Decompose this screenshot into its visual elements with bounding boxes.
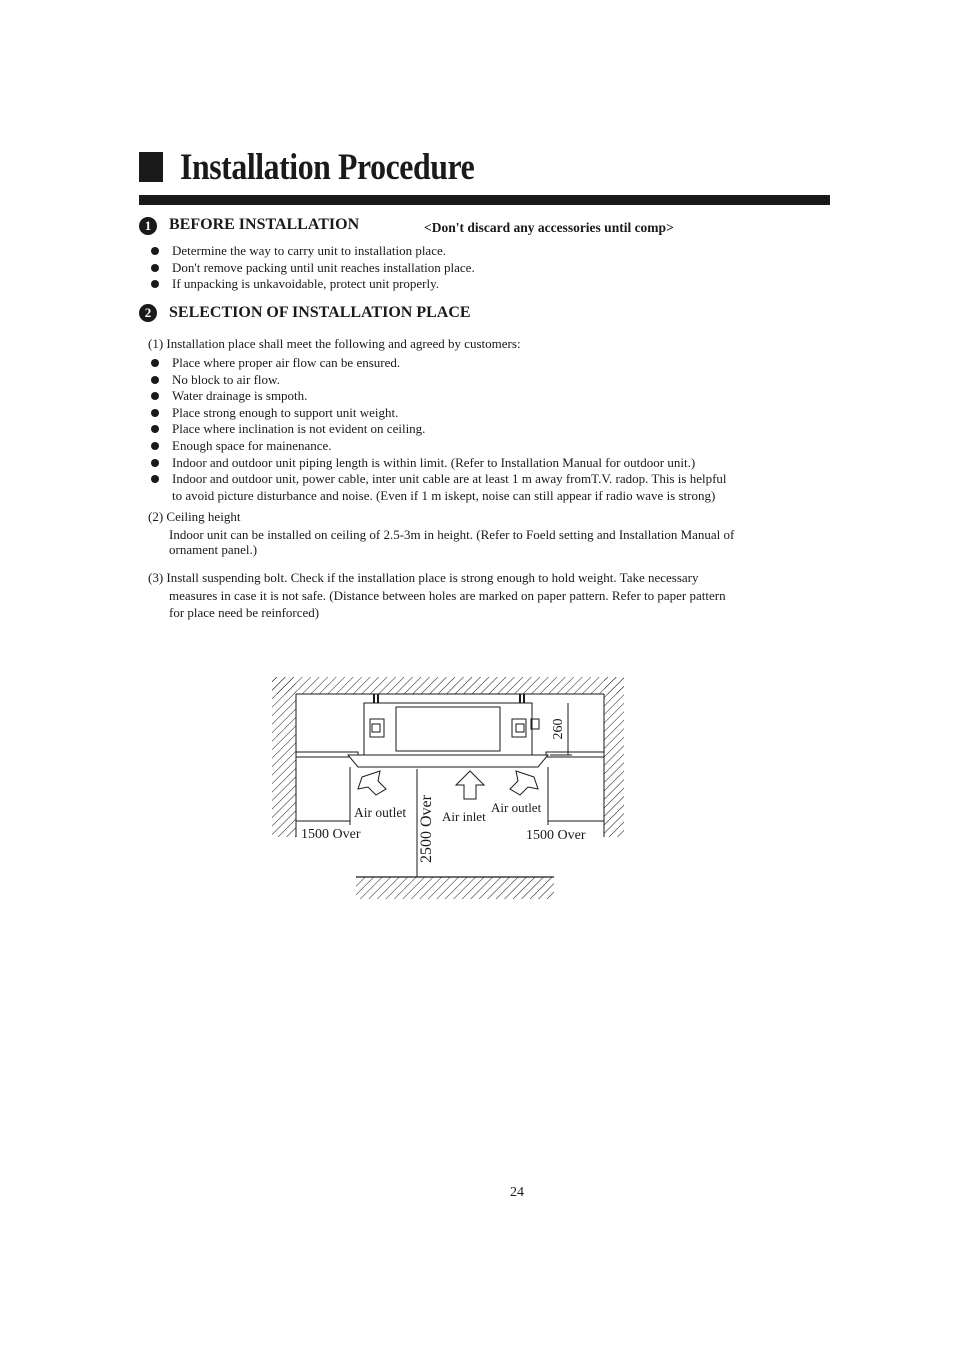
title-block-marker	[139, 152, 163, 182]
suspending-bolt-line1: (3) Install suspending bolt. Check if the installation place is strong enough to hold weight. Take necessary	[148, 570, 699, 585]
height-dimension	[550, 703, 572, 755]
ceiling-height-text-line2: ornament panel.)	[169, 542, 258, 557]
bullet-icon	[151, 264, 159, 272]
air-inlet-label: Air inlet	[442, 809, 486, 824]
ceiling-height-text-line1: Indoor unit can be installed on ceiling of 2.5-3m in height. (Refer to Foeld setting and Installation Manual of	[169, 527, 735, 542]
bullet-icon	[151, 475, 159, 483]
list-item: If unpacking is unkavoidable, protect unit properly.	[148, 276, 475, 293]
list-item: Determine the way to carry unit to installation place.	[148, 243, 475, 260]
bullet-icon	[151, 376, 159, 384]
accessories-note: <Don't discard any accessories until comp>	[424, 220, 674, 235]
indoor-unit	[348, 694, 548, 767]
installation-clearance-diagram	[270, 675, 626, 903]
bullet-icon	[151, 247, 159, 255]
ceiling-height-heading: (2) Ceiling height	[148, 509, 241, 524]
section-number-badge: 1	[139, 217, 157, 235]
page-title: Installation Procedure	[180, 147, 475, 188]
list-item: Enough space for mainenance.	[148, 438, 727, 455]
bullet-icon	[151, 442, 159, 450]
list-item: Place strong enough to support unit weight.	[148, 405, 727, 422]
air-inlet-arrow-icon	[456, 771, 484, 799]
bullet-icon	[151, 425, 159, 433]
bullet-icon	[151, 359, 159, 367]
bullet-icon	[151, 459, 159, 467]
air-outlet-left-label: Air outlet	[354, 805, 407, 820]
clearance-height-label: 2500 Over	[418, 795, 435, 863]
list-item-continuation: to avoid picture disturbance and noise. (Even if 1 m iskept, noise can still appear if radio wave is strong)	[172, 487, 716, 503]
dimension-260-label: 260	[551, 718, 566, 740]
list-item: Water drainage is smpoth.	[148, 388, 727, 405]
suspending-bolt-line2: measures in case it is not safe. (Distance between holes are marked on paper pattern. Refer to paper pattern	[169, 588, 726, 603]
floor	[356, 877, 554, 899]
bullet-icon	[151, 392, 159, 400]
title-rule	[139, 195, 830, 205]
requirements-list	[148, 355, 727, 504]
before-installation-list	[148, 243, 475, 293]
list-item: Indoor and outdoor unit piping length is within limit. (Refer to Installation Manual for outdoor unit.)	[148, 455, 727, 472]
airflow-arrows	[358, 771, 538, 799]
air-outlet-right-arrow-icon	[510, 771, 538, 795]
list-item: Place where inclination is not evident on ceiling.	[148, 421, 727, 438]
list-item: No block to air flow.	[148, 372, 727, 389]
clearance-right-label: 1500 Over	[526, 828, 586, 843]
bullet-icon	[151, 409, 159, 417]
suspending-bolt-line3: for place need be reinforced)	[169, 605, 320, 620]
section-title-before-installation: BEFORE INSTALLATION	[169, 216, 360, 233]
air-outlet-right-label: Air outlet	[491, 800, 542, 815]
section-number-badge: 2	[139, 304, 157, 322]
list-item: Don't remove packing until unit reaches installation place.	[148, 260, 475, 277]
air-outlet-left-arrow-icon	[358, 771, 386, 795]
clearance-left-label: 1500 Over	[301, 827, 361, 842]
page-number: 24	[510, 1185, 524, 1200]
list-item: Indoor and outdoor unit, power cable, inter unit cable are at least 1 m away fromT.V. radop. This is helpful	[148, 471, 727, 488]
list-item: Place where proper air flow can be ensured.	[148, 355, 727, 372]
requirements-intro: (1) Installation place shall meet the following and agreed by customers:	[148, 336, 521, 351]
section-title-selection-place: SELECTION OF INSTALLATION PLACE	[169, 304, 471, 321]
bullet-icon	[151, 280, 159, 288]
